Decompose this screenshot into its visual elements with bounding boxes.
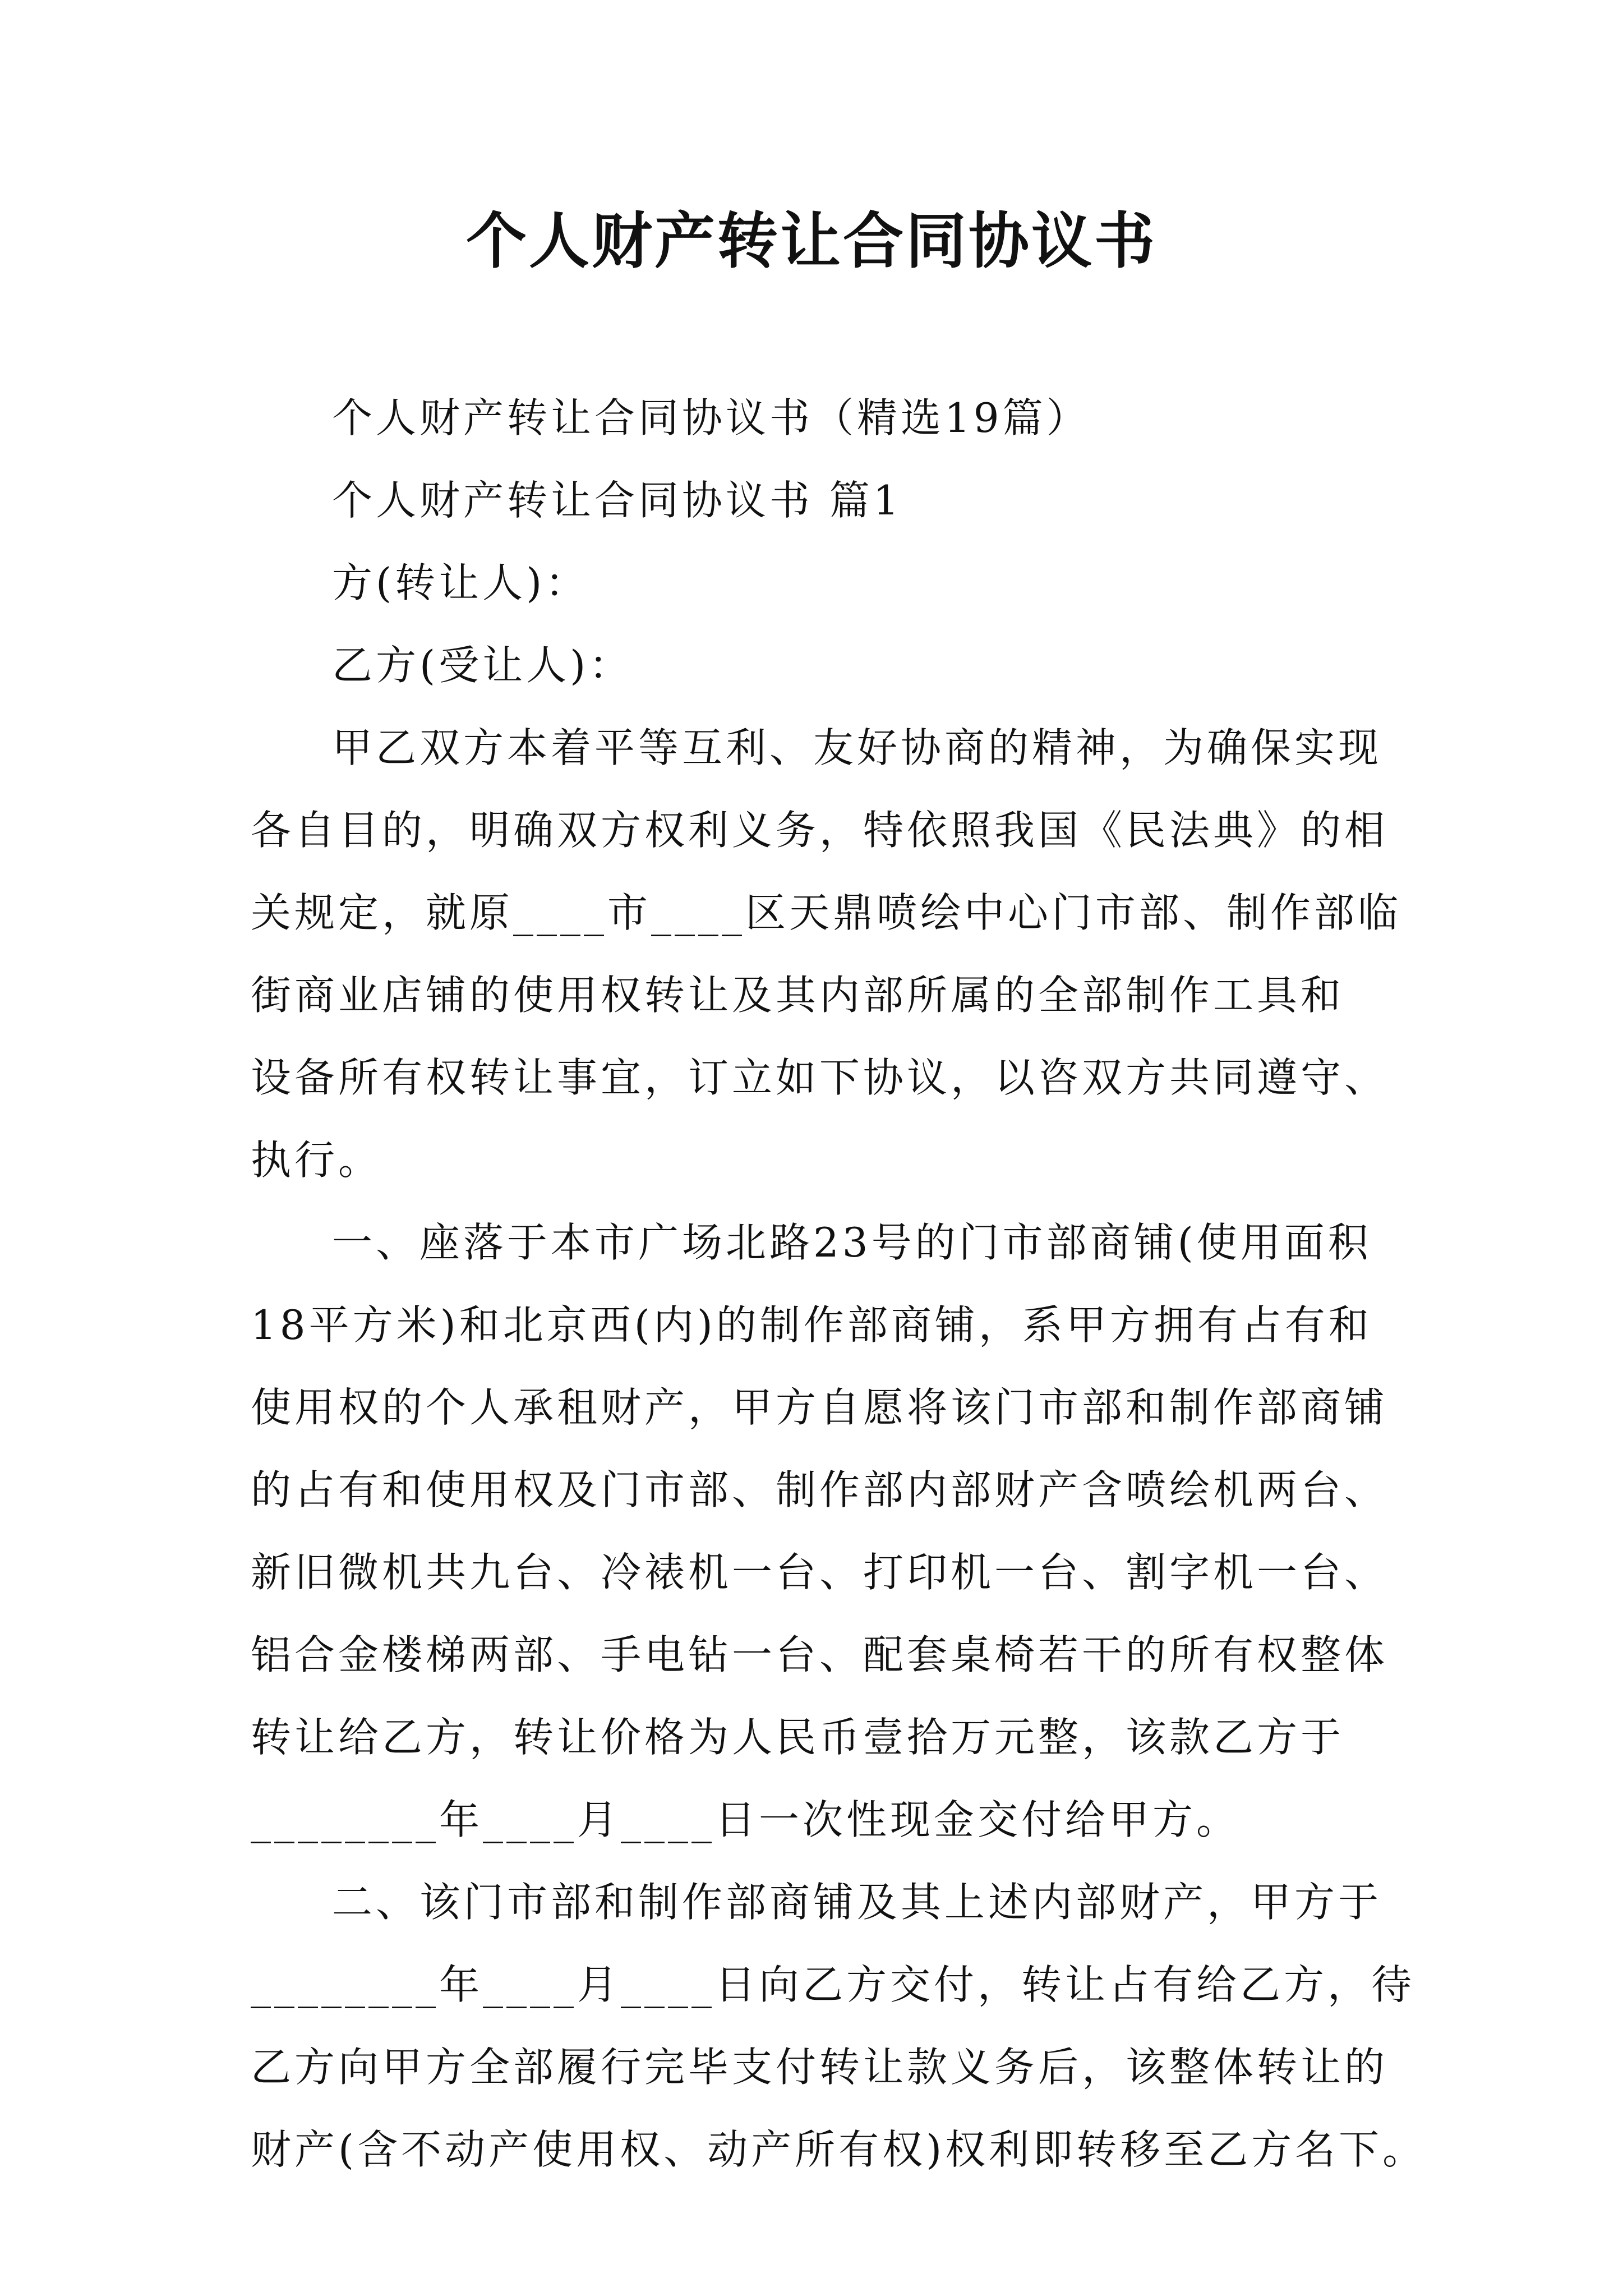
doc-line: 乙方向甲方全部履行完毕支付转让款义务后，该整体转让的 [251,2044,1389,2091]
doc-line: 各自目的，明确双方权利义务，特依照我国《民法典》的相 [251,807,1389,854]
doc-line-party-a: 方(转让人)： [332,559,589,606]
doc-line: 二、该门市部和制作部商铺及其上述内部财产，甲方于 [332,1879,1382,1926]
doc-line: 甲乙双方本着平等互利、友好协商的精神，为确保实现 [332,724,1382,771]
document-title: 个人财产转让合同协议书 [465,206,1157,277]
doc-line: 街商业店铺的使用权转让及其内部所属的全部制作工具和 [251,972,1345,1019]
doc-line: 新旧微机共九台、冷裱机一台、打印机一台、割字机一台、 [251,1549,1389,1596]
doc-line: 18平方米)和北京西(内)的制作部商铺，系甲方拥有占有和 [251,1301,1372,1349]
doc-line: 关规定，就原____市____区天鼎喷绘中心门市部、制作部临 [251,889,1402,936]
document-body [251,377,1427,2191]
doc-line-section-heading: 个人财产转让合同协议书 篇1 [332,477,902,524]
doc-line-party-b: 乙方(受让人)： [332,642,633,689]
doc-line: 一、座落于本市广场北路23号的门市部商铺(使用面积 [332,1219,1372,1266]
doc-line: ________年____月____日向乙方交付，转让占有给乙方，待 [251,1961,1415,2008]
doc-line: 设备所有权转让事宜，订立如下协议，以咨双方共同遵守、 [251,1054,1389,1101]
doc-line: 使用权的个人承租财产，甲方自愿将该门市部和制作部商铺 [251,1384,1389,1431]
doc-line: 执行。 [251,1137,382,1184]
doc-line: 转让给乙方，转让价格为人民币壹拾万元整，该款乙方于 [251,1714,1345,1761]
doc-line: 铝合金楼梯两部、手电钻一台、配套桌椅若干的所有权整体 [251,1631,1389,1678]
doc-line: ________年____月____日一次性现金交付给甲方。 [251,1796,1241,1843]
doc-line-subtitle: 个人财产转让合同协议书（精选19篇） [332,394,1090,441]
doc-line: 的占有和使用权及门市部、制作部内部财产含喷绘机两台、 [251,1466,1389,1513]
doc-line: 财产(含不动产使用权、动产所有权)权利即转移至乙方名下。 [251,2126,1427,2173]
